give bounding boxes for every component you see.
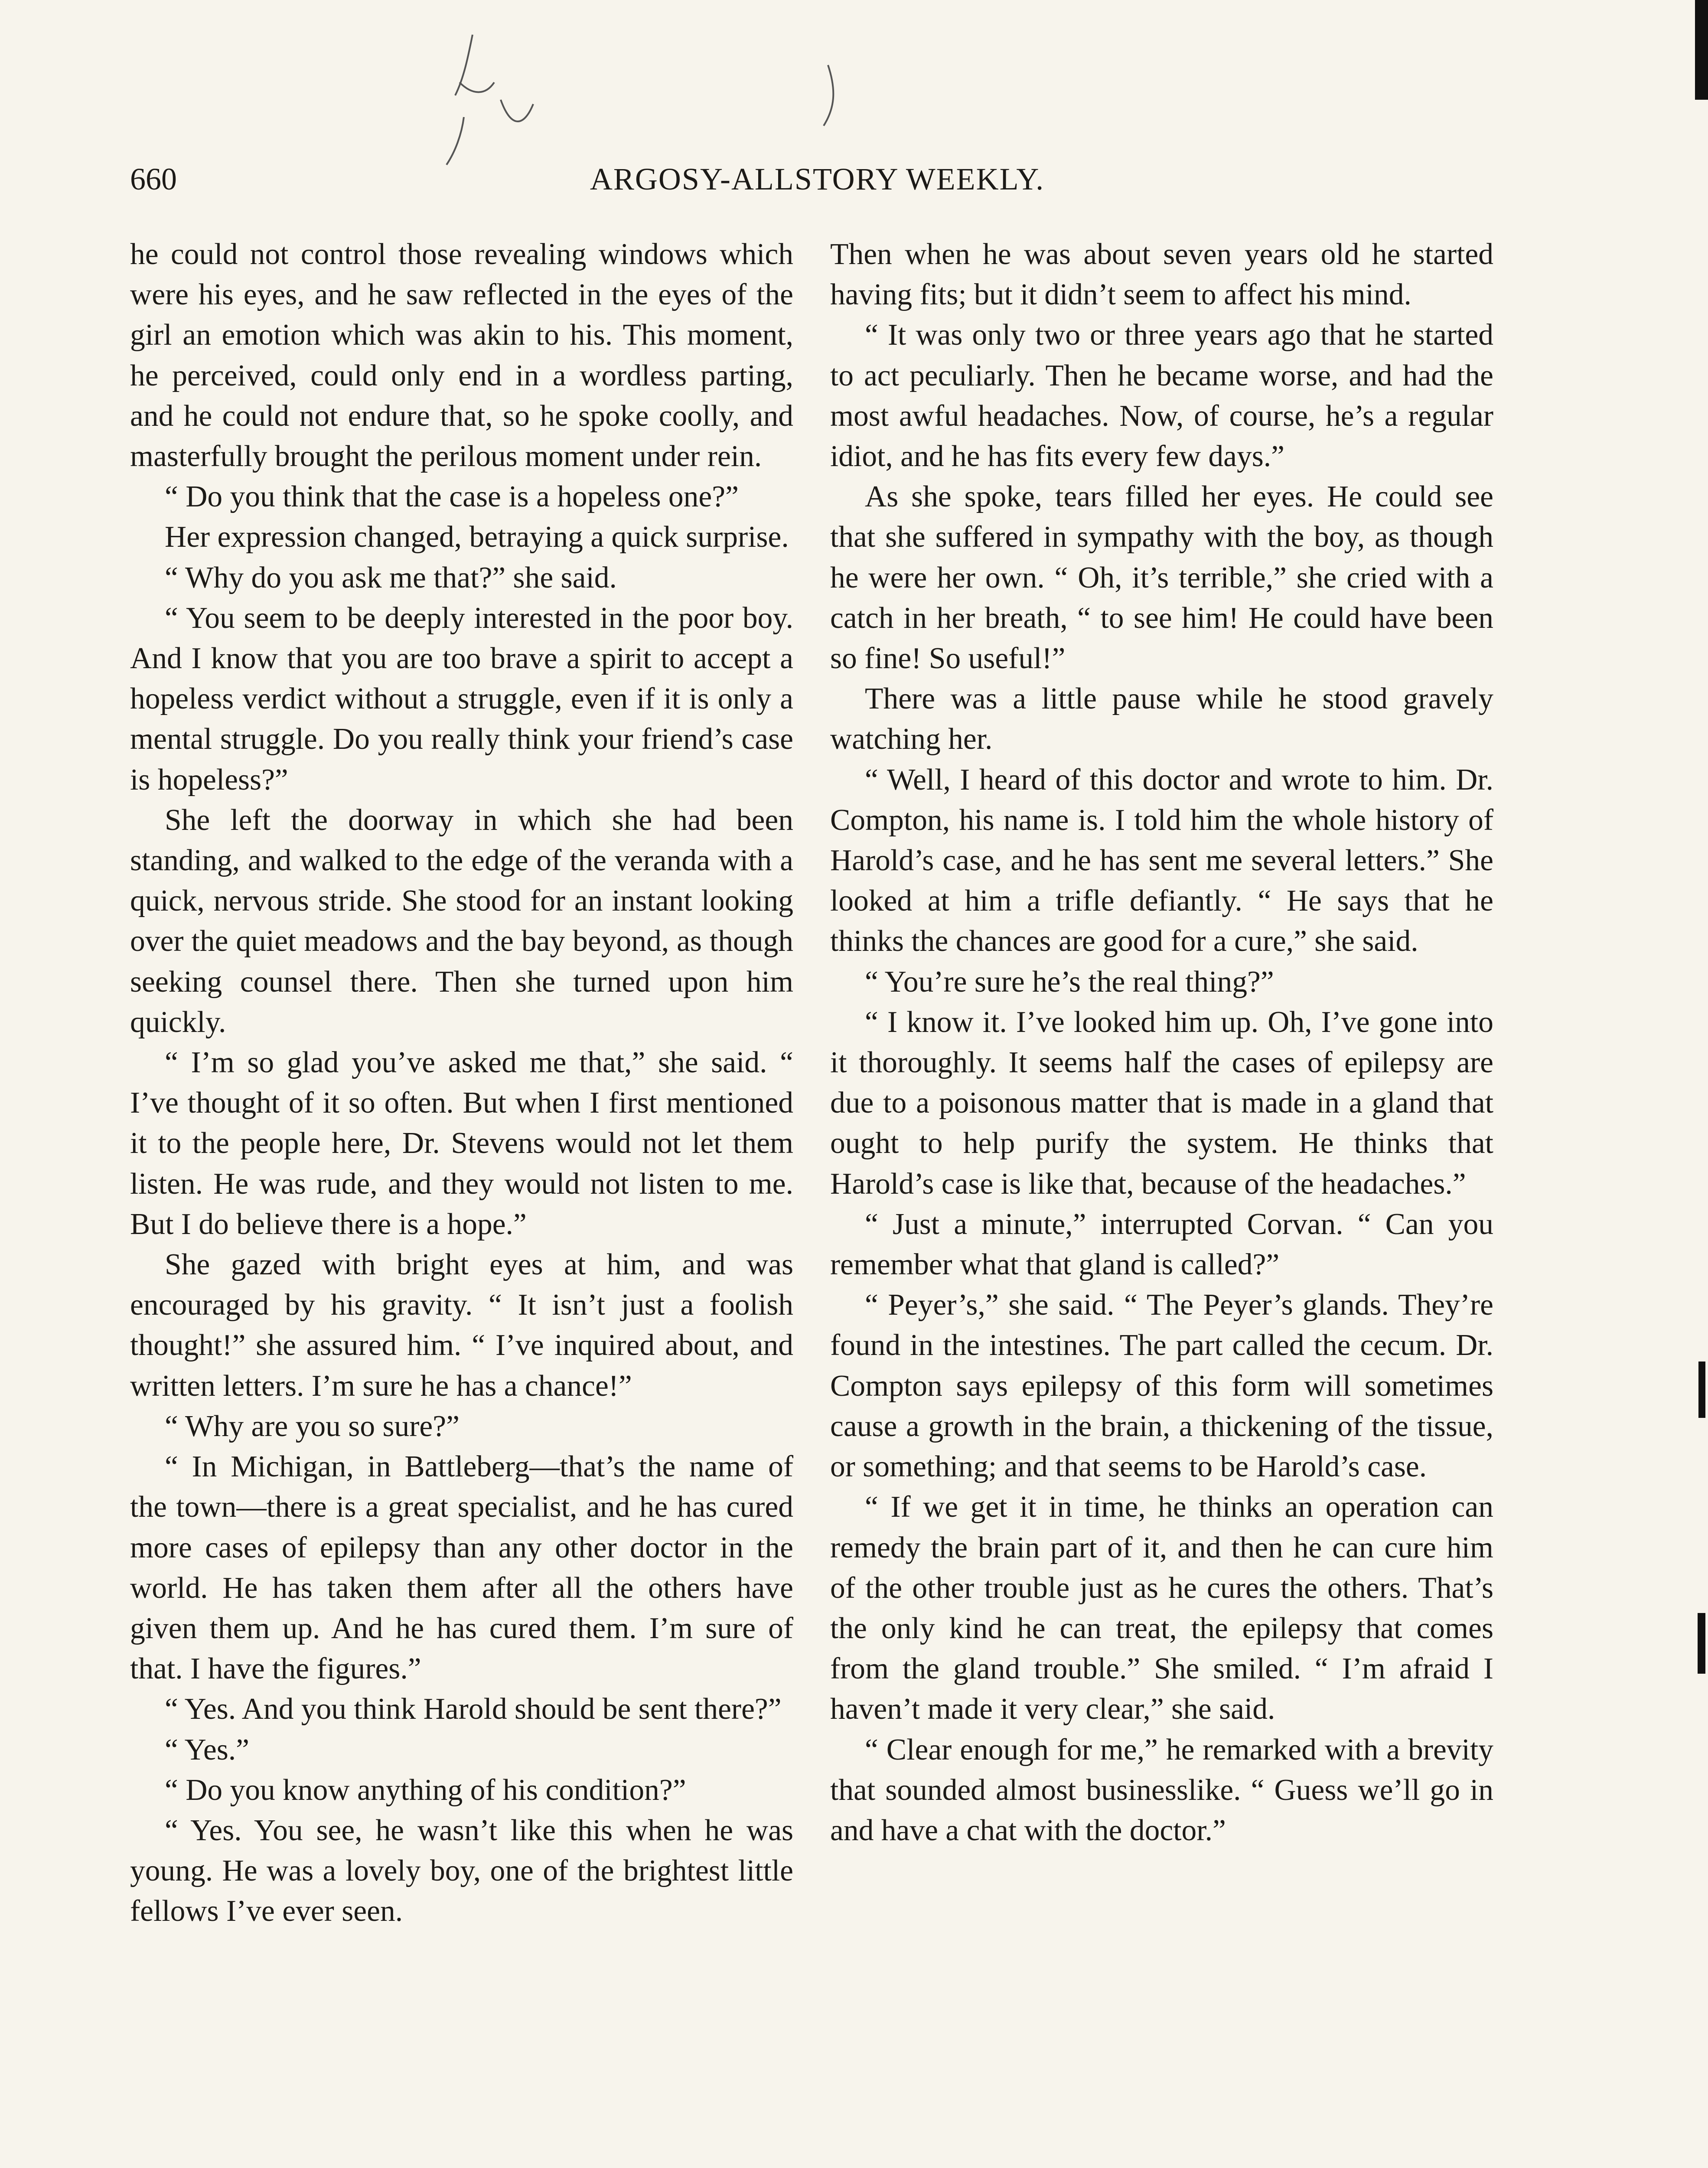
paragraph: “ Why do you ask me that?” she said.	[165, 561, 617, 594]
paragraph: “ Just a minute,” interrupted Corvan. “ Can you remember what that gland is called?”	[830, 1207, 1493, 1282]
paragraph: “ I’m so glad you’ve asked me that,” she said. “ I’ve thought of it so often. But when I first mentioned it to the people here, Dr. Stevens would not let them listen. He was rude, and they would not listen to me. But I do believe there is a hope.”	[130, 1046, 793, 1241]
paragraph: “ Yes. You see, he wasn’t like this when he was young. He was a lovely boy, one of the brightest little fellows I’ve ever seen.	[130, 1813, 793, 1928]
running-header	[130, 161, 1504, 209]
paragraph: She left the doorway in which she had been standing, and walked to the edge of the veranda with a quick, nervous stride. She stood for an instant looking over the quiet meadows and the bay beyond, as though seeking counsel there. Then she turned upon him quickly.	[130, 803, 793, 1039]
pencil-scribble	[425, 30, 880, 169]
paragraph: She gazed with bright eyes at him, and was encouraged by his gravity. “ It isn’t just a foolish thought!” she assured him. “ I’ve inquired about, and written letters. I’m sure he has a chance!”	[130, 1248, 793, 1403]
paragraph: As she spoke, tears filled her eyes. He could see that she suffered in sympathy with the boy, as though he were her own. “ Oh, it’s terrible,” she cried with a catch in her breath, “ to see him! He could have been so fine! So useful!”	[830, 480, 1493, 676]
paragraph: “ Yes.”	[165, 1733, 249, 1766]
paragraph: “ Why are you so sure?”	[165, 1409, 460, 1443]
page-number: 660	[130, 162, 177, 196]
paragraph: “ Clear enough for me,” he remarked with a brevity that sounded almost businesslike. “ Guess we’ll go in and have a chat with the doctor.”	[830, 1733, 1493, 1847]
paragraph: “ You’re sure he’s the real thing?”	[865, 965, 1274, 999]
paragraph: Her expression changed, betraying a quick surprise.	[165, 520, 789, 554]
scan-edge-mark	[1695, 0, 1708, 100]
paragraph: Then when he was about seven years old he started having fits; but it didn’t seem to affect his mind.	[830, 238, 1493, 312]
paragraph: “ Do you think that the case is a hopeless one?”	[165, 480, 739, 514]
paragraph: “ If we get it in time, he thinks an operation can remedy the brain part of it, and then he can cure him of the other trouble just as he cures the others. That’s the only kind he can treat, the epilepsy that comes from the gland trouble.” She smiled. “ I’m afraid I haven’t made it very clear,” she said.	[830, 1490, 1493, 1726]
paragraph: “ I know it. I’ve looked him up. Oh, I’ve gone into it thoroughly. It seems half the cases of epilepsy are due to a poisonous matter that is made in a gland that ought to help purify the system. He thinks that Harold’s case is like that, because of the headaches.”	[830, 1005, 1493, 1201]
paragraph: “ You seem to be deeply interested in the poor boy. And I know that you are too brave a spirit to accept a hopeless verdict without a struggle, even if it is only a mental struggle. Do you really think your friend’s case is hopeless?”	[130, 601, 793, 797]
paragraph: “ Do you know anything of his condition?”	[165, 1773, 686, 1807]
paragraph: “ In Michigan, in Battleberg—that’s the name of the town—there is a great specialist, and he has cured more cases of epilepsy than any other doctor in the world. He has taken them after all the others have given them up. And he has cured them. I’m sure of that. I have the figures.”	[130, 1450, 793, 1686]
paragraph: “ Yes. And you think Harold should be sent there?”	[165, 1692, 782, 1726]
text-column-right	[830, 234, 1493, 1851]
paragraph: “ Well, I heard of this doctor and wrote to him. Dr. Compton, his name is. I told him the whole history of Harold’s case, and he has sent me several letters.” She looked at him a trifle defiantly. “ He says that he thinks the chances are good for a cure,” she said.	[830, 763, 1493, 958]
paragraph: he could not control those revealing windows which were his eyes, and he saw reflected in the eyes of the girl an emotion which was akin to his. This moment, he perceived, could only end in a wordless parting, and he could not endure that, so he spoke coolly, and masterfully brought the perilous moment under rein.	[130, 238, 793, 473]
text-column-left	[130, 234, 793, 1932]
scan-edge-mark	[1698, 1362, 1705, 1418]
scan-edge-mark	[1698, 1613, 1705, 1674]
paragraph: There was a little pause while he stood gravely watching her.	[830, 682, 1493, 756]
paragraph: “ Peyer’s,” she said. “ The Peyer’s glands. They’re found in the intestines. The part called the cecum. Dr. Compton says epilepsy of this form will sometimes cause a growth in the brain, a thickening of the tissue, or something; and that seems to be Harold’s case.	[830, 1288, 1493, 1484]
running-title: ARGOSY-ALLSTORY WEEKLY.	[590, 162, 1045, 196]
paragraph: “ It was only two or three years ago that he started to act peculiarly. Then he became worse, and had the most awful headaches. Now, of course, he’s a regular idiot, and he has fits every few days.”	[830, 318, 1493, 473]
